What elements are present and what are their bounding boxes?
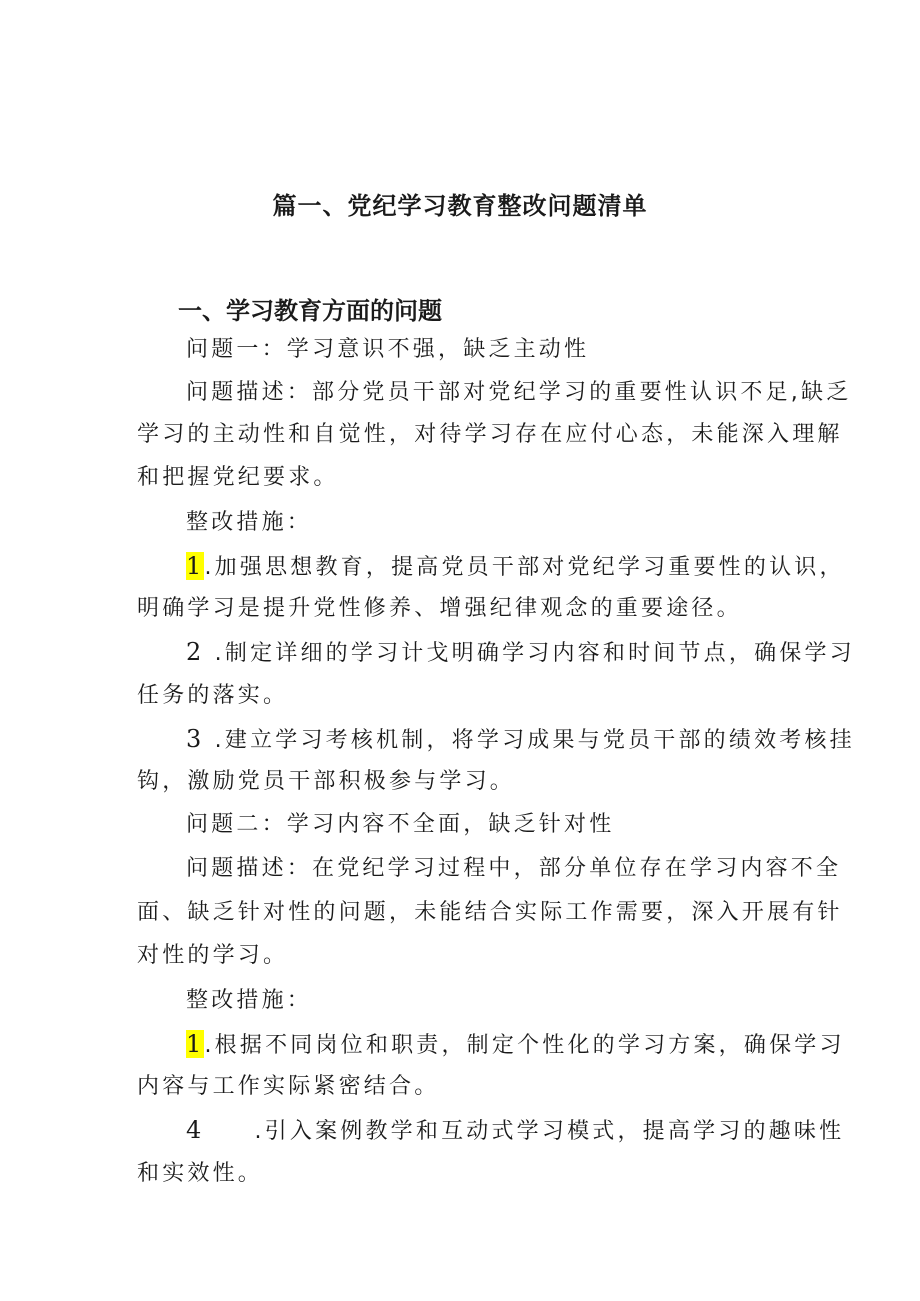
problem-2-desc-line-2: 面、缺乏针对性的问题，未能结合实际工作需要，深入开展有针: [137, 900, 843, 925]
problem-1-measure-2-line-2: 任务的落实。: [137, 683, 289, 708]
problem-2-measure-1-line-2: 内容与工作实际紧密结合。: [137, 1074, 440, 1099]
measure-number: 4: [186, 1116, 205, 1144]
measure-text: .根据不同岗位和职责，制定个性化的学习方案，确保学习: [204, 1033, 845, 1058]
problem-1-measure-2-line-1: [186, 636, 855, 670]
problem-1-desc-line-3: 和把握党纪要求。: [137, 465, 339, 490]
problem-1-heading: 问题一：学习意识不强，缺乏主动性: [186, 337, 590, 362]
problem-2-desc-line-3: 对性的学习。: [137, 943, 289, 968]
highlighted-number: 1: [186, 552, 205, 580]
measure-text: .建立学习考核机制，将学习成果与党员干部的绩效考核挂: [204, 728, 855, 753]
problem-2-desc-line-1: 问题描述：在党纪学习过程中，部分单位存在学习内容不全: [186, 856, 842, 881]
problem-1-measures-label: 整改措施：: [186, 510, 313, 535]
problem-1-desc-line-2: 学习的主动性和自觉性，对待学习存在应付心态，未能深入理解: [137, 422, 843, 447]
problem-2-measure-2-line-2: 和实效性。: [137, 1161, 264, 1186]
problem-1-measure-1-line-1: [186, 550, 845, 584]
measure-text: .引入案例教学和互动式学习模式，提高学习的趣味性: [254, 1119, 845, 1144]
measure-number: 3: [186, 725, 205, 753]
problem-1-measure-1-line-2: 明确学习是提升党性修养、增强纪律观念的重要途径。: [137, 596, 742, 621]
problem-1-measure-3-line-2: 钩，激励党员干部积极参与学习。: [137, 769, 516, 794]
problem-1-desc-line-1: 问题描述：部分党员干部对党纪学习的重要性认识不足,缺乏: [186, 380, 852, 405]
problem-2-measure-1-line-1: [186, 1028, 845, 1062]
measure-text: .制定详细的学习计戈明确学习内容和时间节点，确保学习: [204, 641, 855, 666]
problem-2-measures-label: 整改措施：: [186, 988, 313, 1013]
measure-number: 2: [186, 638, 205, 666]
highlighted-number: 1: [186, 1030, 205, 1058]
document-title: 篇一、党纪学习教育整改问题清单: [272, 192, 648, 220]
problem-1-measure-3-line-1: [186, 723, 855, 757]
measure-text: .加强思想教育，提高党员干部对党纪学习重要性的认识，: [204, 555, 845, 580]
section-heading: 一、学习教育方面的问题: [178, 297, 442, 325]
problem-2-heading: 问题二：学习内容不全面，缺乏针对性: [186, 812, 615, 837]
problem-2-measure-2-line-1: [186, 1114, 844, 1148]
